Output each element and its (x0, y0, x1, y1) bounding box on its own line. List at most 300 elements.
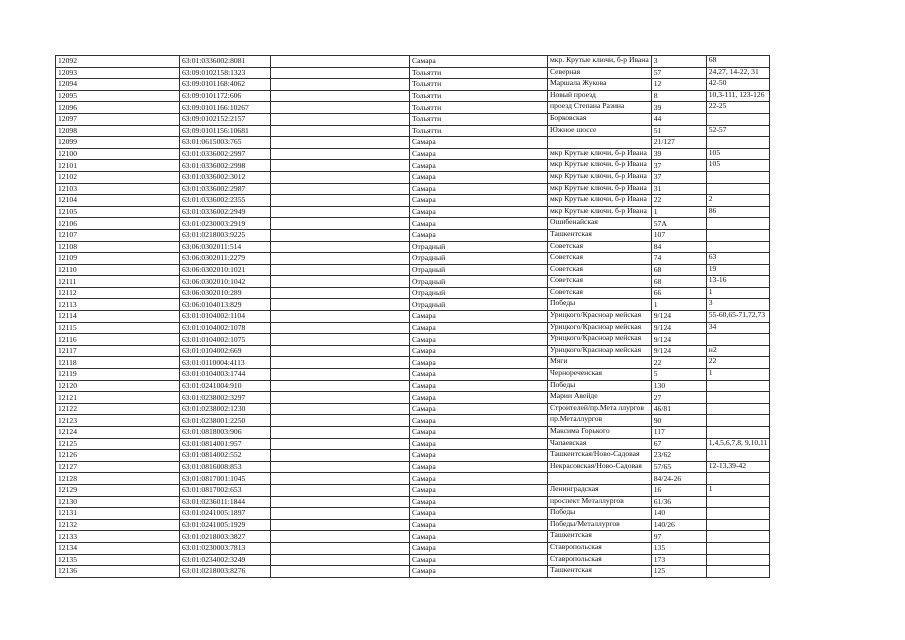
house-number-cell: 57А (651, 218, 706, 230)
city-cell: Самара (410, 137, 548, 149)
street-cell: мкр Крутые ключи, б-р Ивана (548, 195, 652, 207)
table-row (56, 299, 770, 311)
row-number-cell: 12114 (56, 311, 180, 323)
street-cell: пр.Металлургов (548, 415, 652, 427)
city-cell: Самара (410, 519, 548, 531)
row-number-cell: 12134 (56, 542, 180, 554)
empty-cell (271, 345, 410, 357)
row-number-cell: 12109 (56, 253, 180, 265)
table-row (56, 554, 770, 566)
empty-cell (271, 473, 410, 485)
cadastral-number-cell: 63:01:0238002:1230 (180, 403, 271, 415)
apartment-cell (706, 427, 770, 439)
table-row (56, 403, 770, 415)
city-cell: Самара (410, 427, 548, 439)
cadastral-number-cell: 63:01:0336002:3012 (180, 171, 271, 183)
cadastral-number-cell: 63:09:0102152:2157 (180, 113, 271, 125)
table-row (56, 345, 770, 357)
house-number-cell: 74 (651, 253, 706, 265)
city-cell: Отрадный (410, 299, 548, 311)
street-cell: Некрасовская/Ново-Садовая (548, 461, 652, 473)
empty-cell (271, 102, 410, 114)
house-number-cell: 37 (651, 160, 706, 172)
row-number-cell: 12119 (56, 369, 180, 381)
empty-cell (271, 171, 410, 183)
row-number-cell: 12133 (56, 531, 180, 543)
registry-sheet (55, 55, 770, 578)
empty-cell (271, 56, 410, 68)
city-cell: Самара (410, 531, 548, 543)
city-cell: Отрадный (410, 253, 548, 265)
city-cell: Тольятти (410, 113, 548, 125)
table-row (56, 287, 770, 299)
city-cell: Тольятти (410, 102, 548, 114)
street-cell: Мяги (548, 357, 652, 369)
registry-table-body (56, 56, 770, 578)
house-number-cell: 68 (651, 276, 706, 288)
city-cell: Самара (410, 542, 548, 554)
street-cell: Новый проезд (548, 90, 652, 102)
table-row (56, 369, 770, 381)
city-cell: Самара (410, 508, 548, 520)
street-cell: Ленинградская (548, 484, 652, 496)
city-cell: Самара (410, 380, 548, 392)
table-row (56, 380, 770, 392)
street-cell: Максима Горького (548, 427, 652, 439)
row-number-cell: 12113 (56, 299, 180, 311)
apartment-cell: 105 (706, 160, 770, 172)
street-cell: мкр Крутые ключи, б-р Ивана (548, 160, 652, 172)
table-row (56, 113, 770, 125)
empty-cell (271, 427, 410, 439)
row-number-cell: 12110 (56, 264, 180, 276)
city-cell: Отрадный (410, 276, 548, 288)
table-row (56, 253, 770, 265)
house-number-cell: 67 (651, 438, 706, 450)
apartment-cell (706, 542, 770, 554)
apartment-cell: н2 (706, 345, 770, 357)
street-cell (548, 137, 652, 149)
street-cell: Ташкентская (548, 566, 652, 578)
street-cell: Урицкого/Красноар мейская (548, 311, 652, 323)
table-row (56, 102, 770, 114)
house-number-cell: 84 (651, 241, 706, 253)
row-number-cell: 12132 (56, 519, 180, 531)
cadastral-number-cell: 63:01:0336002:8081 (180, 56, 271, 68)
house-number-cell: 9/124 (651, 345, 706, 357)
table-row (56, 357, 770, 369)
empty-cell (271, 125, 410, 137)
cadastral-number-cell: 63:01:0241005:1897 (180, 508, 271, 520)
apartment-cell (706, 531, 770, 543)
street-cell: Борковская (548, 113, 652, 125)
row-number-cell: 12118 (56, 357, 180, 369)
street-cell: Советская (548, 287, 652, 299)
street-cell: Советская (548, 241, 652, 253)
empty-cell (271, 322, 410, 334)
empty-cell (271, 67, 410, 79)
street-cell: мкр Крутые ключи, б-р Ивана (548, 206, 652, 218)
table-row (56, 148, 770, 160)
empty-cell (271, 334, 410, 346)
row-number-cell: 12122 (56, 403, 180, 415)
empty-cell (271, 450, 410, 462)
cadastral-number-cell: 63:01:0104002:1078 (180, 322, 271, 334)
table-row (56, 496, 770, 508)
apartment-cell: 52-57 (706, 125, 770, 137)
apartment-cell (706, 380, 770, 392)
empty-cell (271, 566, 410, 578)
street-cell (548, 473, 652, 485)
apartment-cell (706, 496, 770, 508)
row-number-cell: 12107 (56, 229, 180, 241)
empty-cell (271, 287, 410, 299)
house-number-cell: 46/81 (651, 403, 706, 415)
table-row (56, 218, 770, 230)
apartment-cell (706, 218, 770, 230)
apartment-cell (706, 403, 770, 415)
city-cell: Самара (410, 345, 548, 357)
row-number-cell: 12103 (56, 183, 180, 195)
city-cell: Самара (410, 357, 548, 369)
street-cell: Победы (548, 508, 652, 520)
cadastral-number-cell: 63:01:0336002:2997 (180, 148, 271, 160)
apartment-cell (706, 508, 770, 520)
row-number-cell: 12100 (56, 148, 180, 160)
cadastral-number-cell: 63:01:0218003:8276 (180, 566, 271, 578)
city-cell: Самара (410, 392, 548, 404)
house-number-cell: 8 (651, 90, 706, 102)
table-row (56, 415, 770, 427)
cadastral-number-cell: 63:01:0814002:552 (180, 450, 271, 462)
table-row (56, 334, 770, 346)
apartment-cell: 12-13,39-42 (706, 461, 770, 473)
apartment-cell: 34 (706, 322, 770, 334)
empty-cell (271, 195, 410, 207)
street-cell: Ставропольская (548, 542, 652, 554)
house-number-cell: 90 (651, 415, 706, 427)
apartment-cell (706, 113, 770, 125)
street-cell: Урицкого/Красноар мейская (548, 334, 652, 346)
cadastral-number-cell: 63:01:0817002:653 (180, 484, 271, 496)
row-number-cell: 12124 (56, 427, 180, 439)
cadastral-number-cell: 63:01:0336002:2355 (180, 195, 271, 207)
house-number-cell: 1 (651, 206, 706, 218)
house-number-cell: 107 (651, 229, 706, 241)
street-cell: Ошибенайская (548, 218, 652, 230)
row-number-cell: 12126 (56, 450, 180, 462)
cadastral-number-cell: 63:06:0104013:829 (180, 299, 271, 311)
apartment-cell: 22 (706, 357, 770, 369)
house-number-cell: 84/24-26 (651, 473, 706, 485)
apartment-cell: 1 (706, 369, 770, 381)
cadastral-number-cell: 63:01:0336002:2998 (180, 160, 271, 172)
cadastral-number-cell: 63:01:0817001:1045 (180, 473, 271, 485)
table-row (56, 427, 770, 439)
cadastral-number-cell: 63:01:0104002:669 (180, 345, 271, 357)
apartment-cell: 42-50 (706, 79, 770, 91)
city-cell: Тольятти (410, 79, 548, 91)
empty-cell (271, 206, 410, 218)
house-number-cell: 9/124 (651, 334, 706, 346)
row-number-cell: 12112 (56, 287, 180, 299)
street-cell: Ташкентская (548, 229, 652, 241)
apartment-cell (706, 241, 770, 253)
row-number-cell: 12115 (56, 322, 180, 334)
table-row (56, 438, 770, 450)
row-number-cell: 12123 (56, 415, 180, 427)
city-cell: Самара (410, 566, 548, 578)
row-number-cell: 12131 (56, 508, 180, 520)
empty-cell (271, 229, 410, 241)
empty-cell (271, 311, 410, 323)
table-row (56, 183, 770, 195)
apartment-cell: 68 (706, 56, 770, 68)
city-cell: Самара (410, 56, 548, 68)
empty-cell (271, 461, 410, 473)
cadastral-number-cell: 63:01:0218003:9225 (180, 229, 271, 241)
street-cell: проспект Металлургов (548, 496, 652, 508)
row-number-cell: 12096 (56, 102, 180, 114)
empty-cell (271, 496, 410, 508)
empty-cell (271, 218, 410, 230)
city-cell: Самара (410, 195, 548, 207)
row-number-cell: 12135 (56, 554, 180, 566)
street-cell: мкр Крутые ключи, б-р Ивана (548, 171, 652, 183)
city-cell: Самара (410, 554, 548, 566)
row-number-cell: 12117 (56, 345, 180, 357)
house-number-cell: 9/124 (651, 322, 706, 334)
row-number-cell: 12129 (56, 484, 180, 496)
empty-cell (271, 438, 410, 450)
apartment-cell (706, 519, 770, 531)
empty-cell (271, 137, 410, 149)
table-row (56, 311, 770, 323)
street-cell: Победы (548, 299, 652, 311)
street-cell: Чернореченская (548, 369, 652, 381)
row-number-cell: 12102 (56, 171, 180, 183)
street-cell: Маршала Жукова (548, 79, 652, 91)
house-number-cell: 97 (651, 531, 706, 543)
house-number-cell: 12 (651, 79, 706, 91)
cadastral-number-cell: 63:01:0814001:957 (180, 438, 271, 450)
street-cell: Урицкого/Красноар мейская (548, 345, 652, 357)
street-cell: Южное шоссе (548, 125, 652, 137)
empty-cell (271, 160, 410, 172)
empty-cell (271, 369, 410, 381)
apartment-cell: 13-16 (706, 276, 770, 288)
row-number-cell: 12092 (56, 56, 180, 68)
street-cell: мкр Крутые ключи, б-р Ивана (548, 183, 652, 195)
table-row (56, 160, 770, 172)
house-number-cell: 16 (651, 484, 706, 496)
house-number-cell: 22 (651, 195, 706, 207)
house-number-cell: 3 (651, 56, 706, 68)
house-number-cell: 140 (651, 508, 706, 520)
empty-cell (271, 415, 410, 427)
street-cell: Северная (548, 67, 652, 79)
apartment-cell (706, 473, 770, 485)
city-cell: Самара (410, 484, 548, 496)
street-cell: проезд Степана Разина (548, 102, 652, 114)
city-cell: Самара (410, 403, 548, 415)
street-cell: Победы (548, 380, 652, 392)
house-number-cell: 22 (651, 357, 706, 369)
table-row (56, 322, 770, 334)
empty-cell (271, 264, 410, 276)
city-cell: Отрадный (410, 241, 548, 253)
table-row (56, 461, 770, 473)
city-cell: Самара (410, 229, 548, 241)
empty-cell (271, 357, 410, 369)
street-cell: Чапаевская (548, 438, 652, 450)
city-cell: Самара (410, 450, 548, 462)
cadastral-number-cell: 63:09:0102158:1323 (180, 67, 271, 79)
apartment-cell: 1,4,5,6,7,8, 9,10,11 (706, 438, 770, 450)
apartment-cell: 1 (706, 484, 770, 496)
house-number-cell: 23/62 (651, 450, 706, 462)
row-number-cell: 12120 (56, 380, 180, 392)
apartment-cell (706, 229, 770, 241)
row-number-cell: 12106 (56, 218, 180, 230)
city-cell: Самара (410, 334, 548, 346)
empty-cell (271, 299, 410, 311)
apartment-cell (706, 554, 770, 566)
apartment-cell (706, 171, 770, 183)
cadastral-number-cell: 63:01:0236011:1844 (180, 496, 271, 508)
house-number-cell: 31 (651, 183, 706, 195)
house-number-cell: 173 (651, 554, 706, 566)
table-row (56, 206, 770, 218)
street-cell: Марии Авейде (548, 392, 652, 404)
city-cell: Самара (410, 206, 548, 218)
apartment-cell (706, 183, 770, 195)
city-cell: Тольятти (410, 125, 548, 137)
row-number-cell: 12111 (56, 276, 180, 288)
row-number-cell: 12105 (56, 206, 180, 218)
cadastral-number-cell: 63:01:0238002:3297 (180, 392, 271, 404)
apartment-cell: 105 (706, 148, 770, 160)
cadastral-number-cell: 63:06:0302010:1042 (180, 276, 271, 288)
row-number-cell: 12104 (56, 195, 180, 207)
table-row (56, 241, 770, 253)
table-row (56, 125, 770, 137)
table-row (56, 508, 770, 520)
table-row (56, 137, 770, 149)
empty-cell (271, 113, 410, 125)
street-cell: Советская (548, 253, 652, 265)
cadastral-number-cell: 63:01:0816008:853 (180, 461, 271, 473)
cadastral-number-cell: 63:01:0110004:4113 (180, 357, 271, 369)
house-number-cell: 125 (651, 566, 706, 578)
table-row (56, 79, 770, 91)
cadastral-number-cell: 63:01:0336002:2949 (180, 206, 271, 218)
house-number-cell: 5 (651, 369, 706, 381)
street-cell: Урицкого/Красноар мейская (548, 322, 652, 334)
empty-cell (271, 519, 410, 531)
row-number-cell: 12121 (56, 392, 180, 404)
row-number-cell: 12128 (56, 473, 180, 485)
city-cell: Самара (410, 160, 548, 172)
table-row (56, 519, 770, 531)
empty-cell (271, 392, 410, 404)
cadastral-number-cell: 63:01:0238001:2250 (180, 415, 271, 427)
row-number-cell: 12099 (56, 137, 180, 149)
apartment-cell (706, 334, 770, 346)
row-number-cell: 12095 (56, 90, 180, 102)
apartment-cell: 55-60,65-71,72,73 (706, 311, 770, 323)
apartment-cell (706, 137, 770, 149)
city-cell: Отрадный (410, 264, 548, 276)
city-cell: Самара (410, 171, 548, 183)
cadastral-number-cell: 63:06:0302010:1021 (180, 264, 271, 276)
city-cell: Самара (410, 322, 548, 334)
cadastral-number-cell: 63:01:0104002:1104 (180, 311, 271, 323)
empty-cell (271, 276, 410, 288)
empty-cell (271, 554, 410, 566)
row-number-cell: 12093 (56, 67, 180, 79)
house-number-cell: 39 (651, 102, 706, 114)
city-cell: Самара (410, 148, 548, 160)
cadastral-number-cell: 63:01:0241005:1929 (180, 519, 271, 531)
cadastral-number-cell: 63:06:0302011:2279 (180, 253, 271, 265)
table-row (56, 229, 770, 241)
house-number-cell: 140/26 (651, 519, 706, 531)
cadastral-number-cell: 63:06:0302010:289 (180, 287, 271, 299)
apartment-cell: 10,3-111, 123-126 (706, 90, 770, 102)
house-number-cell: 61/36 (651, 496, 706, 508)
empty-cell (271, 90, 410, 102)
house-number-cell: 130 (651, 380, 706, 392)
cadastral-number-cell: 63:01:0615003:765 (180, 137, 271, 149)
table-row (56, 56, 770, 68)
street-cell: мкр Крутые ключи, б-р Ивана (548, 148, 652, 160)
apartment-cell: 1 (706, 287, 770, 299)
city-cell: Самара (410, 369, 548, 381)
house-number-cell: 37 (651, 171, 706, 183)
cadastral-number-cell: 63:01:0818003:906 (180, 427, 271, 439)
apartment-cell: 3 (706, 299, 770, 311)
house-number-cell: 44 (651, 113, 706, 125)
cadastral-number-cell: 63:01:0230003:2919 (180, 218, 271, 230)
house-number-cell: 21/127 (651, 137, 706, 149)
apartment-cell: 22-25 (706, 102, 770, 114)
city-cell: Тольятти (410, 90, 548, 102)
table-row (56, 276, 770, 288)
street-cell: Победы/Металлургов (548, 519, 652, 531)
city-cell: Тольятти (410, 67, 548, 79)
house-number-cell: 27 (651, 392, 706, 404)
row-number-cell: 12097 (56, 113, 180, 125)
city-cell: Самара (410, 183, 548, 195)
city-cell: Самара (410, 496, 548, 508)
house-number-cell: 1 (651, 299, 706, 311)
table-row (56, 473, 770, 485)
row-number-cell: 12094 (56, 79, 180, 91)
empty-cell (271, 403, 410, 415)
table-row (56, 484, 770, 496)
apartment-cell: 19 (706, 264, 770, 276)
apartment-cell (706, 566, 770, 578)
cadastral-number-cell: 63:01:0230003:7813 (180, 542, 271, 554)
street-cell: Советская (548, 276, 652, 288)
cadastral-number-cell: 63:01:0234002:3249 (180, 554, 271, 566)
row-number-cell: 12130 (56, 496, 180, 508)
row-number-cell: 12101 (56, 160, 180, 172)
table-row (56, 450, 770, 462)
cadastral-number-cell: 63:01:0336002:2987 (180, 183, 271, 195)
street-cell: Ташкентская (548, 531, 652, 543)
